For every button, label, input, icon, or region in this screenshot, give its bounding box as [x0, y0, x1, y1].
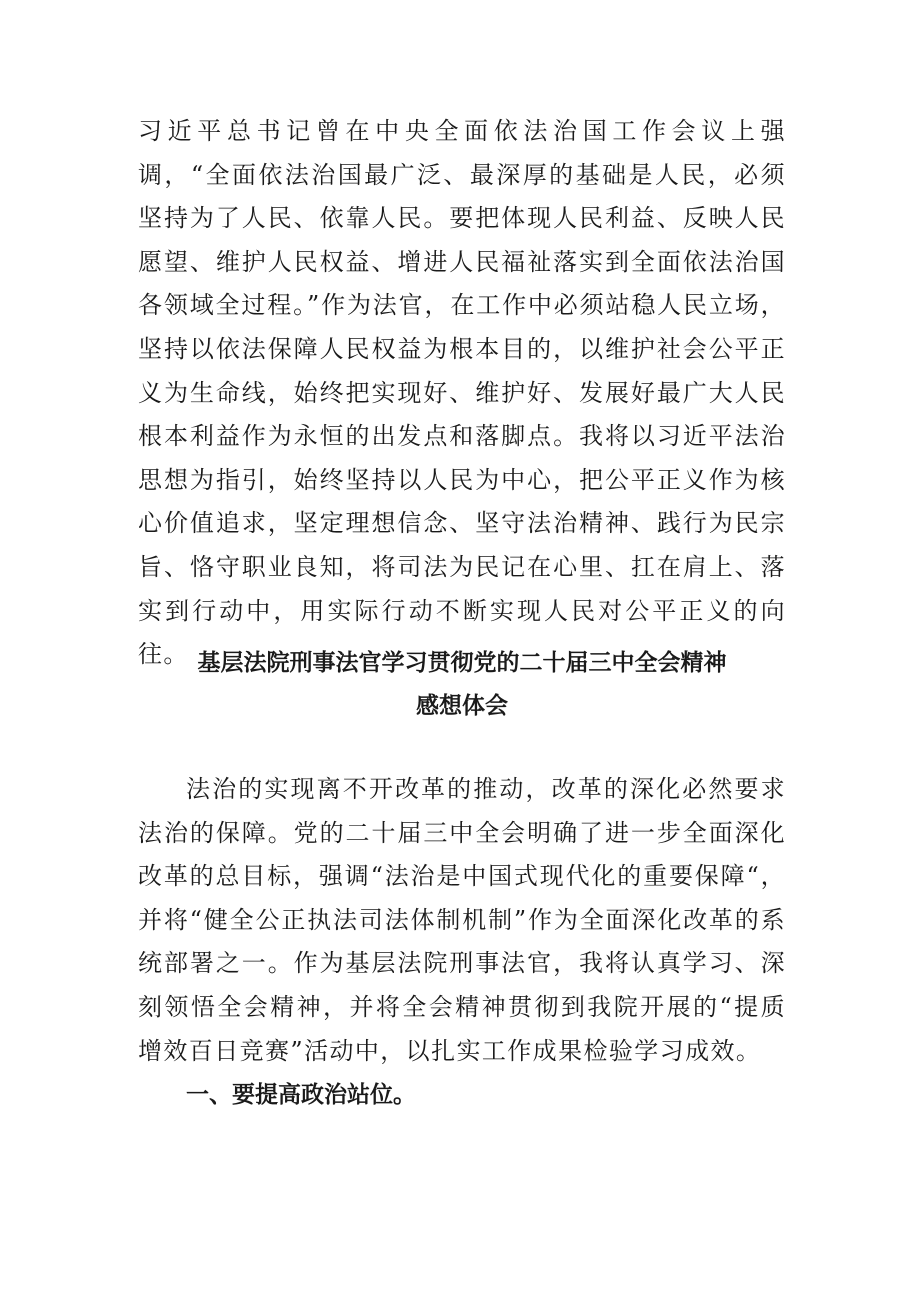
section-heading: 一、要提高政治站位。 [186, 1082, 416, 1108]
article-title-line-1: 基层法院刑事法官学习贯彻党的二十届三中全会精神 [197, 650, 727, 676]
intro-paragraph: 法治的实现离不开改革的推动，改革的深化必然要求法治的保障。党的二十届三中全会明确了进一步全面深化改革的总目标，强调“法治是中国式现代化的重要保障“，并将“健全公正执法司法体制机制”作为全面深化改革的系统部署之一。作为基层法院刑事法官，我将认真学习、深刻领悟全会精神，并将全会精神贯彻到我院开展的“提质增效百日竞赛”活动中，以扎实工作成果检验学习成效。 [138, 775, 786, 1065]
article-title-line-2: 感想体会 [416, 693, 508, 719]
continued-paragraph: 习近平总书记曾在中央全面依法治国工作会议上强调，“全面依法治国最广泛、最深厚的基础是人民，必须坚持为了人民、依靠人民。要把体现人民利益、反映人民愿望、维护人民权益、增进人民福祉落实到全面依法治国各领域全过程。”作为法官，在工作中必须站稳人民立场，坚持以依法保障人民权益为根本目的，以维护社会公平正义为生命线，始终把实现好、维护好、发展好最广大人民根本利益作为永恒的出发点和落脚点。我将以习近平法治思想为指引，始终坚持以人民为中心，把公平正义作为核心价值追求，坚定理想信念、坚守法治精神、践行为民宗旨、恪守职业良知，将司法为民记在心里、扛在肩上、落实到行动中，用实际行动不断实现人民对公平正义的向往。 [138, 117, 786, 669]
